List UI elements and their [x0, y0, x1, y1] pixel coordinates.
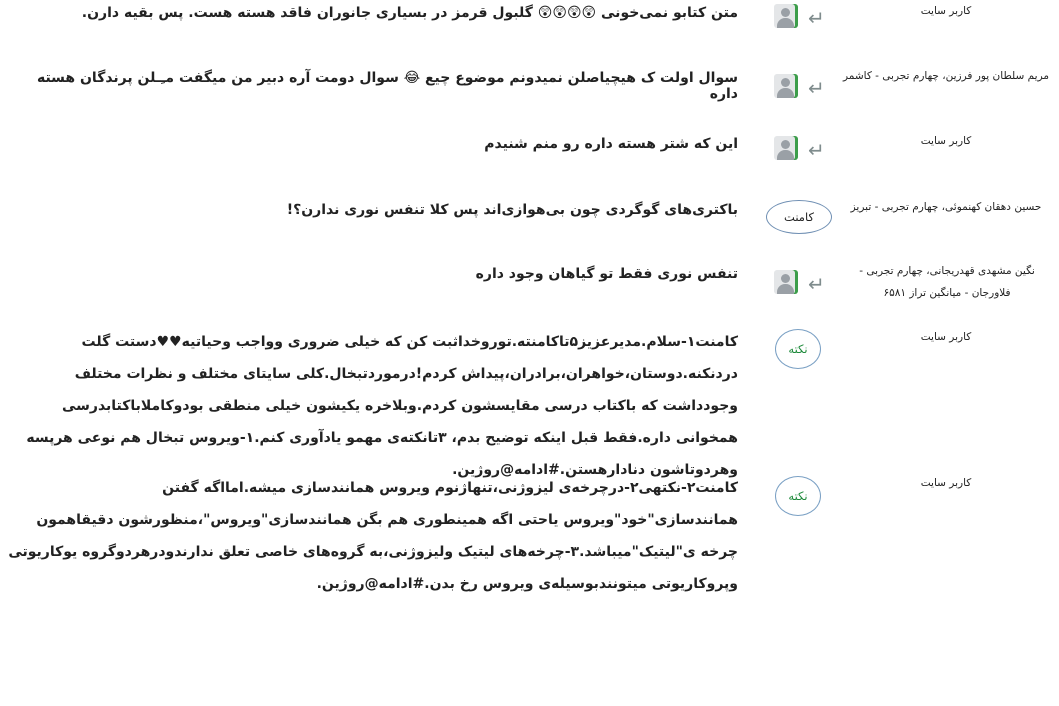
reply-arrow-icon[interactable]: ↵	[808, 138, 825, 162]
comment-author[interactable]: کاربر سایت	[920, 331, 972, 343]
avatar	[768, 4, 828, 34]
comment-text: متن کتابو نمی‌خونی 😲😲😲😲 گلبول قرمز در بسیاری جانوران فاقد هسته هست. پس بقیه دارن.	[81, 5, 738, 21]
note-badge: نکته	[775, 329, 821, 369]
user-avatar-icon	[774, 270, 798, 294]
comment-badge: کامنت	[766, 200, 832, 234]
user-avatar-icon	[774, 74, 798, 98]
comment-text: کامنت۱-سلام.مدیرعزیز۵تاکامنته.توروخداثبت کن که خیلی ضروری وواجب وحیاتیه♥♥دستت گلت دردنکنه.دوستان،خواهران،برادران،پیداش کردم!درموردتبخال.کلی سایتای مختلف و نظرات مختلف وجودداشت که باکتاب درسی مقایسشون کردم.وبلاخره یکیشون خیلی منطقی بودوکاملاباکتابدرسی همخوانی داره.فقط قبل اینکه توضیح بدم، ۳تانکته‌ی مهمو یادآوری کنم.۱-ویروس تبخال هم نوعی هرپسه وهردوتاشون دنادارهستن.#ادامه@روژین.	[26, 334, 738, 478]
comment-author[interactable]: نگین مشهدی قهدریجانی، چهارم تجربی - فلاورجان - میانگین تراز ۶۵۸۱	[859, 265, 1035, 299]
avatar	[768, 74, 828, 104]
avatar	[768, 270, 828, 300]
avatar	[768, 136, 828, 166]
reply-arrow-icon[interactable]: ↵	[808, 272, 825, 296]
reply-arrow-icon[interactable]: ↵	[808, 76, 825, 100]
user-avatar-icon	[774, 4, 798, 28]
user-avatar-icon	[774, 136, 798, 160]
comment-text: این که شتر هسته داره رو منم شنیدم	[484, 136, 738, 152]
comment-text: کامنت۲-نکتهی۲-درچرخه‌ی لیزوژنی،تنهاژنوم ویروس همانندسازی میشه.امااگه گفتن همانندسازی"خود"ویروس یاحتی اگه همینطوری هم بگن همانندسازی"ویروس"،منظورشون دقیقاهمون چرخه ی"لیتیک"میباشد.۳-چرخه‌های لیتیک ولیزوژنی،به گروه‌های خاصی تعلق ندارندودرهردوگروه یوکاریوتی وپروکاریوتی میتونندبوسیله‌ی ویروس رخ بدن.#ادامه@روژین.	[8, 480, 738, 592]
comment-author[interactable]: کاربر سایت	[920, 5, 972, 17]
comment-author[interactable]: مریم سلطان پور فرزین، چهارم تجربی - کاشمر	[842, 70, 1049, 82]
comment-text: سوال اولت ک هیچیاصلن نمیدونم موضوع چیع 😂 سوال دومت آره دبیر من میگفت مـِـلن پرندگان هسته داره	[36, 70, 738, 102]
comment-author[interactable]: کاربر سایت	[920, 135, 972, 147]
comment-author[interactable]: کاربر سایت	[920, 477, 972, 489]
note-badge: نکته	[775, 476, 821, 516]
comment-author[interactable]: حسین دهقان کهنموئی، چهارم تجربی - تبریز	[850, 201, 1042, 213]
comment-text: باکتری‌های گوگردی چون بی‌هوازی‌اند پس کلا تنفس نوری ندارن؟!	[286, 202, 738, 218]
comment-text: تنفس نوری فقط تو گیاهان وجود داره	[475, 266, 738, 282]
reply-arrow-icon[interactable]: ↵	[808, 6, 825, 30]
